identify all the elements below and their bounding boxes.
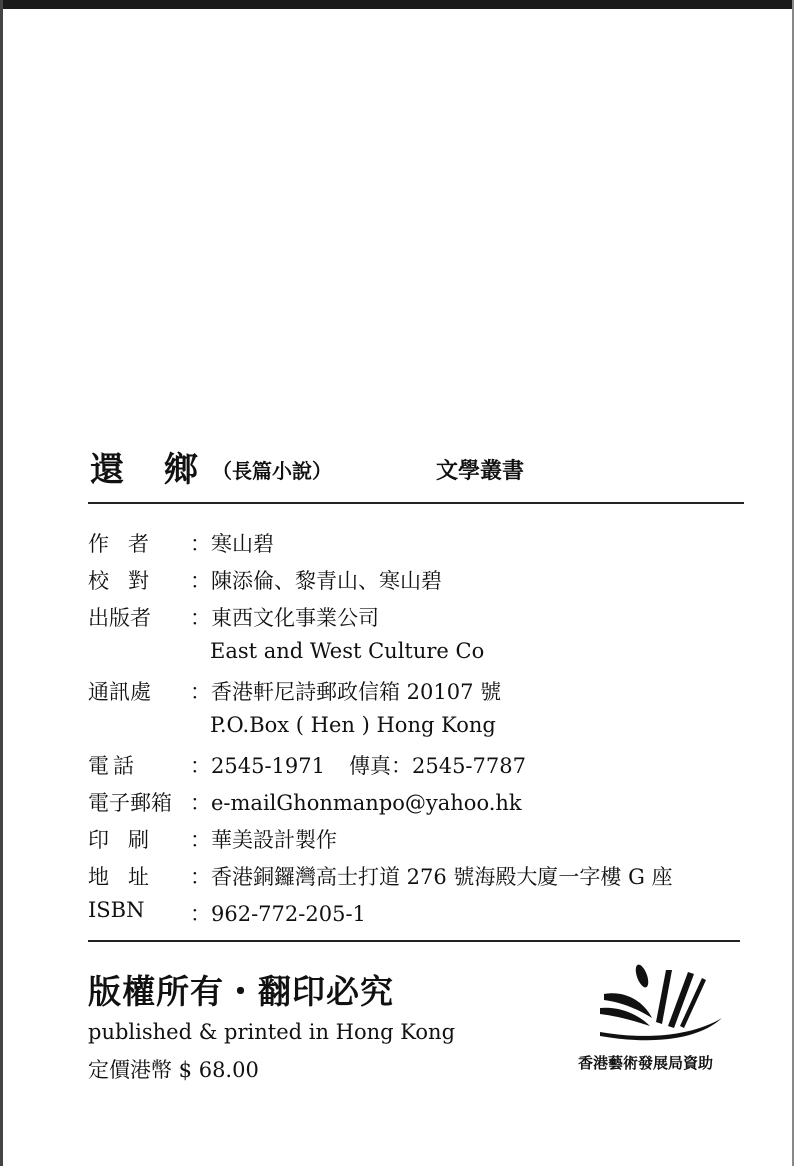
fax-label: 傳真 [348,754,391,778]
book-title: 還 鄉 [90,450,212,490]
publisher-row [88,602,748,639]
isbn-row [88,898,748,935]
divider-bottom [88,940,740,942]
printing-value: ：華美設計製作 [190,828,337,852]
mailing-value-en: P.O.Box ( Hen ) Hong Kong [210,713,496,737]
phone-label: 電話 [88,754,138,778]
publisher-en-row [88,639,748,676]
email-value: ：e-mailGhonmanpo@yahoo.hk [190,791,522,815]
mailing-row [88,676,748,713]
isbn-value: ：962-772-205-1 [190,902,366,926]
publisher-label: 出版者 [88,606,151,630]
mailing-value: ：香港軒尼詩郵政信箱 20107 號 [190,680,502,704]
price: 定價港幣 $ 68.00 [88,1058,259,1082]
printing-row [88,824,748,861]
publisher-value-en: East and West Culture Co [210,639,485,663]
address-value: ：香港銅鑼灣高士打道 276 號海殿大廈一字樓 G 座 [190,865,673,889]
hkadc-logo-icon [596,960,724,1042]
mailing-label: 通訊處 [88,680,151,704]
book-subtitle: （長篇小說） [212,459,332,483]
proofreading-value: ：陳添倫、黎青山、寒山碧 [190,569,442,593]
author-row [88,528,748,565]
fax-value: ：2545-7787 [390,754,526,778]
sponsor-credit: 香港藝術發展局資助 [578,1054,714,1072]
author-value: ：寒山碧 [190,532,274,556]
isbn-label: ISBN [88,898,145,922]
top-border [0,0,794,9]
published-note: published & printed in Hong Kong [88,1020,456,1044]
phone-value-group [190,750,526,780]
email-row [88,787,748,824]
proofreading-label: 校對 [88,569,168,593]
copyright-notice: 版權所有・翻印必究 [88,972,394,1011]
colophon-info [88,528,748,935]
proofreading-row [88,565,748,602]
phone-row [88,750,748,787]
divider-top [88,502,744,504]
series-name: 文學叢書 [436,458,525,484]
left-border [0,0,3,1166]
phone-value: ：2545-1971 [190,754,325,778]
mailing-en-row [88,713,748,750]
address-row [88,861,748,898]
publisher-value: ：東西文化事業公司 [190,606,379,630]
email-label: 電子郵箱 [88,791,172,815]
printing-label: 印刷 [88,828,168,852]
author-label: 作者 [88,532,168,556]
address-label: 地址 [88,865,168,889]
title-row [90,442,750,492]
